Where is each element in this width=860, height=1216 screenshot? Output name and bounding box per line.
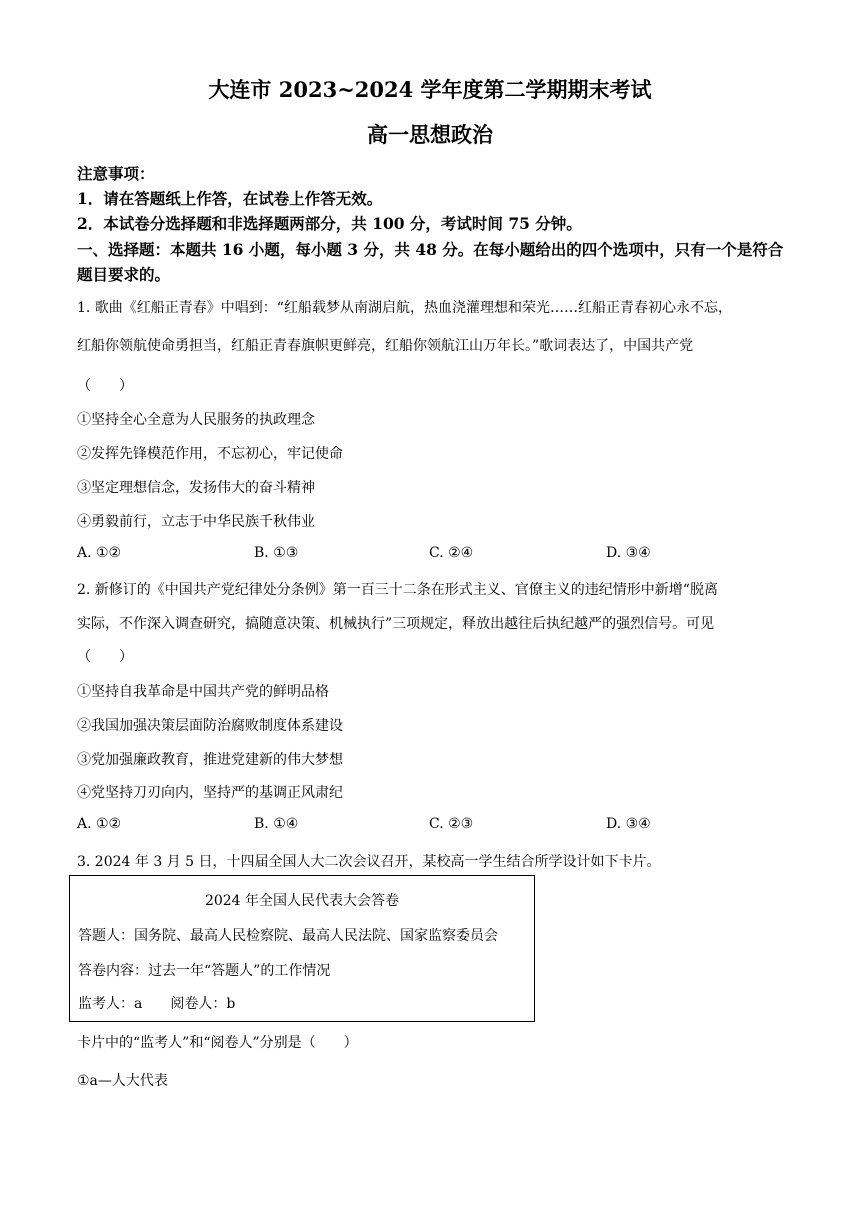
q2-option-a[interactable]: A. ①② xyxy=(77,816,122,832)
card-grader: 阅卷人：b xyxy=(170,996,236,1012)
q2-option-c[interactable]: C. ②③ xyxy=(429,816,474,832)
q1-statement: ④勇毅前行，立志于中华民族千秋伟业 xyxy=(77,514,315,530)
q1-answer-paren: （ ） xyxy=(77,378,133,394)
q2-statement: ③党加强廉政教育，推进党建新的伟大梦想 xyxy=(77,752,343,768)
q1-stem-line: 红船你领航使命勇担当，红船正青春旗帜更鲜亮，红船你领航江山万年长。”歌词表达了，中国共产党 xyxy=(77,338,694,354)
exam-title: 大连市 2023~2024 学年度第二学期期末考试 xyxy=(208,77,652,102)
q1-option-b[interactable]: B. ①③ xyxy=(254,545,299,561)
q2-option-d[interactable]: D. ③④ xyxy=(606,816,651,832)
q1-statement: ②发挥先锋模范作用，不忘初心，牢记使命 xyxy=(77,446,343,462)
card-respondents: 答题人：国务院、最高人民检察院、最高人民法院、国家监察委员会 xyxy=(78,928,498,944)
note-item: 1．请在答题纸上作答，在试卷上作答无效。 xyxy=(77,189,383,208)
q1-statement: ①坚持全心全意为人民服务的执政理念 xyxy=(77,412,315,428)
card-proctor: 监考人：a xyxy=(78,996,143,1012)
card-title: 2024 年全国人民代表大会答卷 xyxy=(204,893,400,909)
note-item: 2．本试卷分选择题和非选择题两部分，共 100 分，考试时间 75 分钟。 xyxy=(77,214,582,233)
section-heading: 一、选择题：本题共 16 小题，每小题 3 分，共 48 分。在每小题给出的四个选项中，只有一个是符合题目要求的。 xyxy=(77,240,784,284)
q2-statement: ②我国加强决策层面防治腐败制度体系建设 xyxy=(77,718,343,734)
q3-stem-line: 3. 2024 年 3 月 5 日，十四届全国人大二次会议召开，某校高一学生结合所学设计如下卡片。 xyxy=(77,854,661,870)
card-content: 答卷内容：过去一年“答题人”的工作情况 xyxy=(78,963,331,979)
q2-stem-line: 2. 新修订的《中国共产党纪律处分条例》第一百三十二条在形式主义、官僚主义的违纪情形中新增“脱离 xyxy=(77,582,718,598)
q3-statement: ①a—人大代表 xyxy=(77,1073,168,1089)
q2-statement: ④党坚持刀刃向内，坚持严的基调正风肃纪 xyxy=(77,785,343,801)
q1-option-a[interactable]: A. ①② xyxy=(77,545,122,561)
card-roles xyxy=(78,993,235,1013)
q1-statement: ③坚定理想信念，发扬伟大的奋斗精神 xyxy=(77,480,315,496)
q1-stem-line: 1. 歌曲《红船正青春》中唱到：“红船载梦从南湖启航，热血浇灌理想和荣光……红船正青春初心永不忘， xyxy=(77,300,732,316)
q2-stem-line: 实际，不作深入调查研究，搞随意决策、机械执行”三项规定，释放出越往后执纪越严的强烈信号。可见 xyxy=(77,616,715,632)
q1-option-d[interactable]: D. ③④ xyxy=(606,545,651,561)
exam-subject: 高一思想政治 xyxy=(367,122,493,147)
q2-answer-paren: （ ） xyxy=(77,649,133,665)
q3-question: 卡片中的“监考人”和“阅卷人”分别是（ ） xyxy=(77,1035,358,1051)
nationwide-npc-card xyxy=(69,875,535,1022)
q1-option-c[interactable]: C. ②④ xyxy=(429,545,474,561)
notes-heading: 注意事项： xyxy=(77,164,155,183)
q2-option-b[interactable]: B. ①④ xyxy=(254,816,299,832)
q2-statement: ①坚持自我革命是中国共产党的鲜明品格 xyxy=(77,684,329,700)
